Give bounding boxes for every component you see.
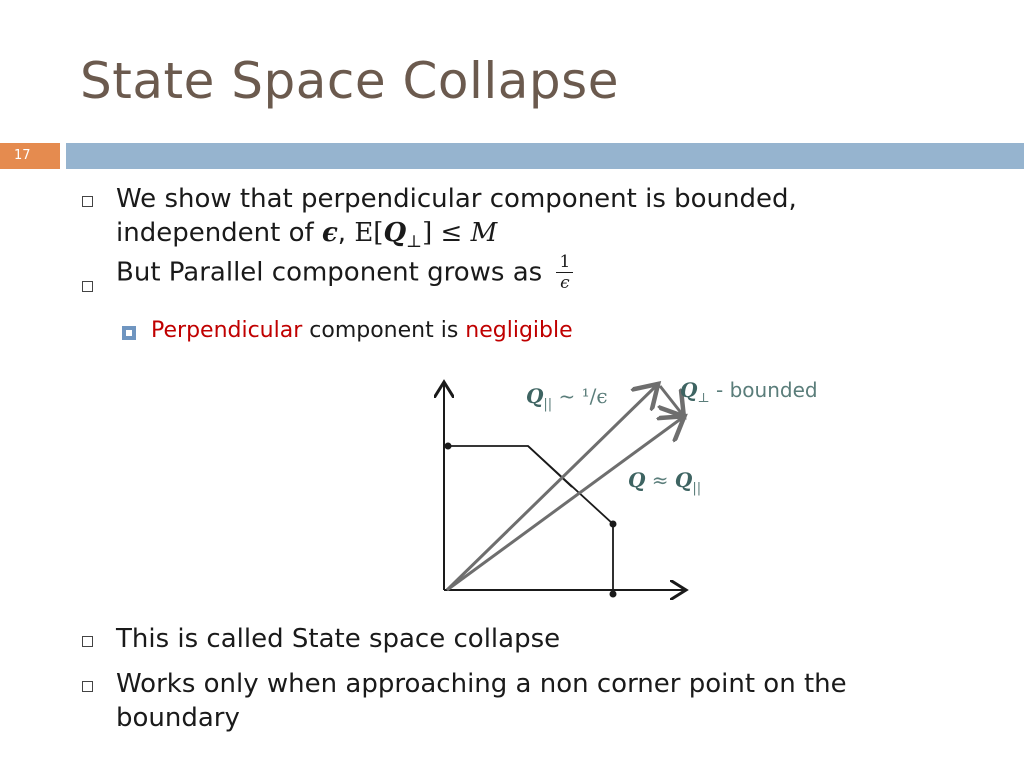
perp-bounded-text: - bounded <box>709 378 818 402</box>
expectation-open: E[ <box>354 218 384 248</box>
q-parallel-symbol: Q <box>526 384 544 408</box>
bullet-4-line-2: boundary <box>116 703 240 733</box>
label-q-perp <box>680 378 818 406</box>
bullet-1-prefix: independent of <box>116 218 314 248</box>
bullet-checkbox-icon <box>82 636 93 647</box>
slide-number: 17 <box>0 143 60 169</box>
q-parallel-symbol-2: Q <box>674 468 693 492</box>
perp-subscript: ⊥ <box>406 232 423 253</box>
corner-point-top <box>445 443 452 450</box>
bullet-4-line-1: Works only when approaching a non corner point on the <box>116 669 847 699</box>
m-symbol: M <box>470 218 498 248</box>
bullet-1-line-1: We show that perpendicular component is bounded, <box>116 184 797 214</box>
approx-symbol: ≈ <box>645 468 675 492</box>
parallel-growth: ~ ¹/ϵ <box>552 384 608 408</box>
comma: , <box>337 218 347 248</box>
perp-sub: ⊥ <box>697 391 710 406</box>
perpendicular-arrow <box>660 386 682 414</box>
corner-point-bottom <box>610 591 617 598</box>
expectation-close-le: ] ≤ <box>422 218 463 248</box>
fraction-numerator: 1 <box>556 252 573 273</box>
negligible-highlight: negligible <box>465 318 573 343</box>
q-perp-symbol: Q <box>680 378 698 402</box>
label-q-parallel <box>526 384 608 412</box>
label-q-approx <box>628 468 701 496</box>
parallel-subscript-2: || <box>692 481 702 496</box>
parallel-arrow <box>447 386 656 590</box>
fraction-denominator: ϵ <box>560 273 570 293</box>
bullet-checkbox-icon <box>82 681 93 692</box>
q-symbol: Q <box>383 218 407 248</box>
q-arrow <box>447 418 682 590</box>
bullet-2-text: But Parallel component grows as <box>116 257 543 288</box>
epsilon-symbol: ϵ <box>321 218 338 248</box>
q-total-symbol: Q <box>628 468 646 492</box>
slide-title: State Space Collapse <box>80 52 619 110</box>
perpendicular-highlight: Perpendicular <box>151 318 303 343</box>
parallel-subscript: || <box>543 397 553 412</box>
bullet-3: This is called State space collapse <box>116 624 561 654</box>
corner-point-right <box>610 521 617 528</box>
face-line <box>528 446 572 487</box>
sub-bullet-middle: component is <box>302 318 466 343</box>
